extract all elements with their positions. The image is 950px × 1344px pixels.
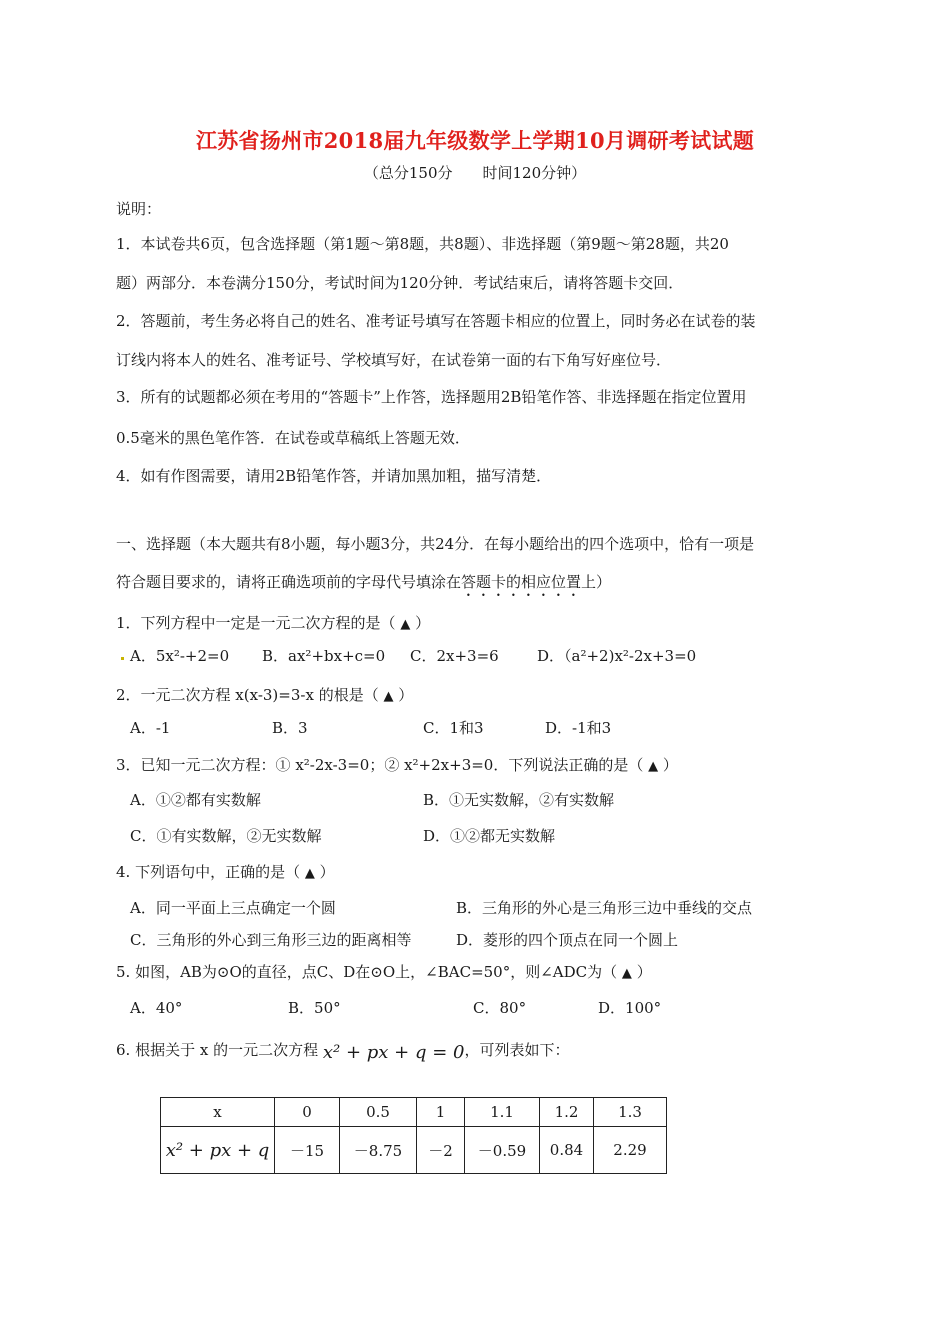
q3-option-b: B．①无实数解，②有实数解: [423, 791, 615, 809]
q1-option-a: A．5x²-+2=0: [130, 647, 230, 665]
question-4-stem: [116, 862, 335, 884]
table-row: [161, 1127, 667, 1174]
answer-blank-triangle: ▲: [621, 966, 632, 981]
question-text: 1．下列方程中一定是一元二次方程的是（: [116, 614, 396, 632]
question-5-stem: [116, 962, 652, 984]
question-text: 5. 如图，AB为⊙O的直径，点C、D在⊙O上，∠BAC=50°，则∠ADC为（: [116, 963, 618, 981]
instruction-line: 0.5毫米的黑色笔作答．在试卷或草稿纸上答题无效．: [116, 429, 470, 447]
question-text: ，可列表如下：: [464, 1041, 570, 1059]
q3-option-c: C．①有实数解，②无实数解: [130, 827, 322, 845]
question-1-stem: [116, 613, 430, 635]
question-text: ）: [319, 863, 335, 881]
q4-option-b: B．三角形的外心是三角形三边中垂线的交点: [456, 899, 753, 917]
table-cell: －2: [417, 1127, 465, 1174]
table-cell: 0: [275, 1098, 340, 1127]
question-text: ）: [415, 614, 431, 632]
question-3-stem: [116, 755, 678, 777]
stray-dot: [121, 657, 124, 660]
q1-option-b: B．ax²+bx+c=0: [262, 647, 386, 665]
exam-title: 江苏省扬州市2018届九年级数学上学期10月调研考试试题: [195, 128, 755, 153]
instructions-heading: 说明：: [116, 200, 162, 218]
q4-option-d: D．菱形的四个顶点在同一个圆上: [456, 931, 679, 949]
table-cell: －8.75: [340, 1127, 417, 1174]
q3-option-a: A．①②都有实数解: [130, 791, 261, 809]
table-cell: 1.1: [465, 1098, 540, 1127]
q5-option-a: A．40°: [130, 999, 183, 1017]
q1-option-c: C．2x+3=6: [410, 647, 499, 665]
q2-option-a: A．-1: [130, 719, 171, 737]
value-table: [160, 1097, 667, 1174]
answer-blank-triangle: ▲: [304, 866, 315, 881]
instruction-line: 4．如有作图需要，请用2B铅笔作答，并请加黑加粗，描写清楚．: [116, 467, 552, 485]
question-2-stem: [116, 685, 413, 707]
answer-blank-triangle: ▲: [648, 759, 659, 774]
table-header-cell: x² + px + q: [161, 1127, 275, 1174]
answer-blank-triangle: ▲: [400, 617, 411, 632]
instruction-line: 订线内将本人的姓名、准考证号、学校填写好，在试卷第一面的右下角写好座位号．: [116, 351, 672, 369]
q2-option-d: D．-1和3: [545, 719, 612, 737]
q2-option-c: C．1和3: [423, 719, 484, 737]
section-heading: 一、选择题（本大题共有8小题，每小题3分，共24分．在每小题给出的四个选项中，恰有一项是: [116, 535, 755, 553]
table-cell: 1.3: [594, 1098, 667, 1127]
question-6-stem: [116, 1040, 570, 1063]
table-cell: －15: [275, 1127, 340, 1174]
table-cell: 0.5: [340, 1098, 417, 1127]
question-text: ）: [636, 963, 652, 981]
question-text: 3．已知一元二次方程：① x²-2x-3=0；② x²+2x+3=0．下列说法正确的是（: [116, 756, 644, 774]
answer-blank-triangle: ▲: [383, 689, 394, 704]
instruction-line: 1．本试卷共6页，包含选择题（第1题～第8题，共8题）、非选择题（第9题～第28题，共20: [116, 235, 729, 253]
table-cell: 0.84: [540, 1127, 594, 1174]
table-cell: 1: [417, 1098, 465, 1127]
section-text: 符合题目要求的，请将正确选项前的字母代号填涂在: [116, 573, 462, 591]
question-text: 2．一元二次方程 x(x-3)=3-x 的根是（: [116, 686, 379, 704]
table-cell: 1.2: [540, 1098, 594, 1127]
q4-option-a: A．同一平面上三点确定一个圆: [130, 899, 336, 917]
q4-option-c: C．三角形的外心到三角形三边的距离相等: [130, 931, 412, 949]
exam-subtitle: （总分150分 时间120分钟）: [363, 164, 587, 182]
question-text: ）: [662, 756, 678, 774]
table-row: [161, 1098, 667, 1127]
q2-option-b: B．3: [272, 719, 308, 737]
question-text: ）: [398, 686, 414, 704]
q3-option-d: D．①②都无实数解: [423, 827, 556, 845]
q5-option-b: B．50°: [288, 999, 341, 1017]
table-cell: 2.29: [594, 1127, 667, 1174]
emphasized-text: 答题卡的相应位置: [461, 573, 582, 591]
equation: x² + px + q = 0: [322, 1042, 465, 1063]
question-text: 4. 下列语句中，正确的是（: [116, 863, 301, 881]
section-heading-cont: [116, 572, 611, 600]
section-text: 上）: [581, 573, 612, 591]
table-header-cell: x: [161, 1098, 275, 1127]
q5-option-d: D．100°: [598, 999, 662, 1017]
instruction-line: 3．所有的试题都必须在考用的“答题卡”上作答，选择题用2B铅笔作答、非选择题在指定位置用: [116, 388, 747, 406]
instruction-line: 2．答题前，考生务必将自己的姓名、准考证号填写在答题卡相应的位置上，同时务必在试卷的装: [116, 312, 756, 330]
question-text: 6. 根据关于 x 的一元二次方程: [116, 1041, 319, 1059]
table-cell: －0.59: [465, 1127, 540, 1174]
q1-option-d: D．（a²+2)x²-2x+3=0: [537, 647, 697, 665]
q5-option-c: C．80°: [473, 999, 527, 1017]
instruction-line: 题）两部分．本卷满分150分，考试时间为120分钟．考试结束后，请将答题卡交回．: [116, 274, 684, 292]
